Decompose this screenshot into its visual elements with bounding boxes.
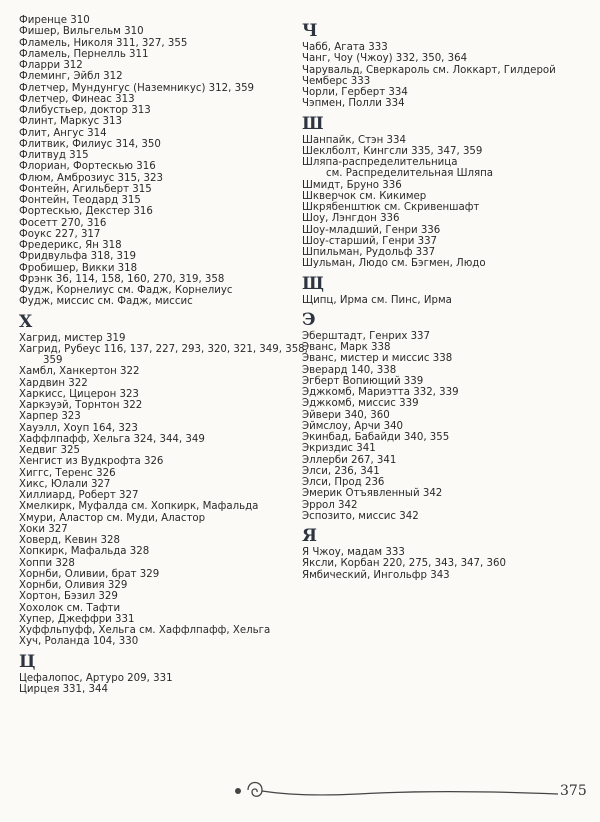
index-entry: Флинт, Маркус 313 [19, 116, 122, 128]
index-entry: Хиллиард, Роберт 327 [19, 490, 139, 501]
index-entry: Флетчер, Финеас 313 [19, 93, 135, 105]
ornament-dot-icon [235, 788, 241, 794]
index-entry: Шанпайк, Стэн 334 [302, 134, 406, 146]
index-entry: Хенгист из Вудкрофта 326 [19, 456, 164, 468]
index-letter-heading: Ц [19, 651, 36, 672]
index-entry: Флетчер, Мундунгус (Наземникус) 312, 359 [19, 82, 255, 94]
index-entry: Фудж, Корнелиус см. Фадж, Корнелиус [19, 285, 233, 296]
index-entry: Фишер, Вильгельм 310 [19, 26, 144, 38]
index-entry: Хикс, Юлали 327 [19, 478, 111, 490]
index-entry: Цирцея 331, 344 [19, 683, 108, 695]
index-entry: Хоки 327 [19, 523, 68, 535]
index-entry: Фробишер, Викки 318 [19, 262, 138, 274]
index-entry: Фонтейн, Теодард 315 [19, 195, 141, 206]
index-entry: Хуч, Роланда 104, 330 [19, 636, 139, 648]
index-entry: Шмидт, Бруно 336 [302, 179, 402, 191]
index-entry: Хупер, Джеффри 331 [19, 613, 135, 625]
index-entry: Хоппи 328 [19, 557, 75, 569]
index-entry: Эймслоу, Арчи 340 [302, 420, 404, 432]
index-letter-heading: Щ [302, 273, 324, 294]
index-entry: Хопкирк, Мафальда 328 [19, 546, 150, 558]
index-entry: Хиггс, Теренс 326 [19, 467, 116, 479]
index-entry: Чэпмен, Полли 334 [302, 98, 405, 110]
index-entry: Шкрябенштюк см. Скривеншафт [302, 202, 480, 213]
index-entry: Эджкомб, миссис 339 [302, 398, 419, 410]
index-entry: Хортон, Бэзил 329 [19, 591, 118, 603]
index-entry: Шульман, Людо см. Бэгмен, Людо [302, 258, 486, 270]
index-entry: Эмерик Отъявленный 342 [302, 488, 443, 500]
index-entry: Ховерд, Кевин 328 [19, 535, 120, 546]
index-entry: Хагрид, мистер 319 [19, 332, 126, 344]
index-entry: Шеклболт, Кингсли 335, 347, 359 [302, 145, 483, 157]
index-entry: Эверард 140, 338 [302, 364, 397, 376]
index-entry: Чабб, Агата 333 [302, 42, 388, 53]
index-letter-heading: Э [302, 309, 316, 330]
index-entry: Яксли, Корбан 220, 275, 343, 347, 360 [302, 558, 506, 570]
index-entry: Флюм, Амброзиус 315, 323 [19, 172, 163, 184]
index-entry: Шляпа-распределительница [302, 157, 458, 168]
index-entry: Шоу-младший, Генри 336 [302, 224, 441, 236]
index-entry: Элси, Прод 236 [302, 477, 385, 488]
index-entry: Эберштадт, Генрих 337 [302, 330, 431, 342]
index-entry: Ямбический, Ингольфр 343 [302, 569, 450, 581]
index-entry: Фортескью, Декстер 316 [19, 206, 153, 218]
index-entry: Шпильман, Рудольф 337 [302, 247, 436, 258]
index-entry: Элси, 236, 341 [302, 465, 380, 477]
index-entry: Эйвери 340, 360 [302, 409, 390, 421]
index-entry: Фосетт 270, 316 [19, 217, 107, 229]
ornament-swirl-icon [248, 783, 262, 797]
index-entry: Харкэуэй, Торнтон 322 [19, 400, 143, 411]
index-entry: Флориан, Фортескью 316 [19, 161, 156, 173]
index-entry: Эллерби 267, 341 [302, 454, 397, 466]
index-entry: Хорнби, Оливия 329 [19, 580, 128, 591]
index-entry: Хорнби, Оливии, брат 329 [19, 568, 160, 580]
index-entry: Цефалопос, Артуро 209, 331 [19, 672, 173, 684]
index-letter-heading: Ч [302, 21, 318, 41]
index-entry: Эджкомб, Мариэтта 332, 339 [302, 387, 459, 398]
index-entry: Эванс, мистер и миссис 338 [302, 353, 453, 365]
index-entry: Хамбл, Ханкертон 322 [19, 366, 140, 378]
index-column-right [302, 15, 592, 581]
index-entry-continuation: 359 [43, 355, 63, 366]
index-entry: Флибустьер, доктор 313 [19, 105, 151, 116]
index-entry: Флеминг, Эйбл 312 [19, 71, 123, 83]
index-entry: Харкисс, Цицерон 323 [19, 388, 139, 400]
index-entry: Чарувальд, Сверкароль см. Локкарт, Гилдерой [302, 64, 556, 76]
index-entry: Шоу-старший, Генри 337 [302, 235, 438, 247]
index-entry: Флитвуд 315 [19, 150, 89, 161]
page-number: 375 [560, 783, 587, 799]
index-entry: Хауэлл, Хоуп 164, 323 [19, 422, 138, 434]
footer-ornament [228, 770, 568, 810]
index-entry: Фламель, Пернелль 311 [19, 48, 149, 60]
index-entry: Экриздис 341 [302, 443, 376, 455]
index-entry: Фудж, миссис см. Фадж, миссис [19, 296, 193, 308]
index-entry: Эспозито, миссис 342 [302, 510, 419, 522]
index-entry: Чанг, Чоу (Чжоу) 332, 350, 364 [302, 53, 468, 65]
index-entry: Флитвик, Филиус 314, 350 [19, 138, 161, 150]
index-entry-continuation: см. Распределительная Шляпа [326, 168, 494, 180]
index-entry: Хуффльпуфф, Хельга см. Хаффлпафф, Хельга [19, 625, 271, 636]
index-entry: Фридвульфа 318, 319 [19, 251, 137, 263]
index-entry: Фиренце 310 [19, 15, 90, 26]
index-entry: Фрэнк 36, 114, 158, 160, 270, 319, 358 [19, 273, 225, 285]
index-entry: Хмелкирк, Муфалда см. Хопкирк, Мафальда [19, 501, 259, 513]
index-column-left [19, 15, 308, 695]
index-entry: Фламель, Николя 311, 327, 355 [19, 37, 188, 49]
index-entry: Хохолок см. Тафти [19, 602, 121, 614]
index-entry: Я Чжоу, мадам 333 [302, 547, 405, 558]
index-entry: Хардвин 322 [19, 377, 88, 389]
index-entry: Хедвиг 325 [19, 445, 80, 456]
index-letter-heading: Я [302, 526, 317, 546]
index-entry: Эгберт Вопиющий 339 [302, 375, 424, 387]
index-entry: Шкверчок см. Кикимер [302, 190, 427, 202]
index-entry: Хмури, Аластор см. Муди, Аластор [19, 512, 206, 524]
index-letter-heading: Ш [302, 113, 324, 134]
index-entry: Щипц, Ирма см. Пинс, Ирма [302, 294, 452, 306]
index-entry: Чорли, Герберт 334 [302, 87, 408, 98]
index-entry: Хаффлпафф, Хельга 324, 344, 349 [19, 433, 205, 445]
index-entry: Фларри 312 [19, 60, 83, 71]
index-entry: Шоу, Лэнгдон 336 [302, 213, 400, 225]
index-entry: Флит, Ангус 314 [19, 127, 107, 139]
index-entry: Хагрид, Рубеус 116, 137, 227, 293, 320, 321, 349, 358, [19, 343, 308, 355]
index-entry: Эррол 342 [302, 499, 358, 511]
index-entry: Фонтейн, Агильберт 315 [19, 183, 152, 195]
index-entry: Чемберс 333 [302, 75, 371, 87]
index-entry: Экинбад, Бабайди 340, 355 [302, 432, 450, 443]
index-entry: Эванс, Марк 338 [302, 342, 391, 353]
index-entry: Харпер 323 [19, 411, 81, 423]
index-entry: Фредерикс, Ян 318 [19, 240, 122, 251]
ornament-line [262, 791, 558, 795]
index-entry: Фоукс 227, 317 [19, 228, 101, 240]
index-letter-heading: Х [19, 311, 33, 332]
